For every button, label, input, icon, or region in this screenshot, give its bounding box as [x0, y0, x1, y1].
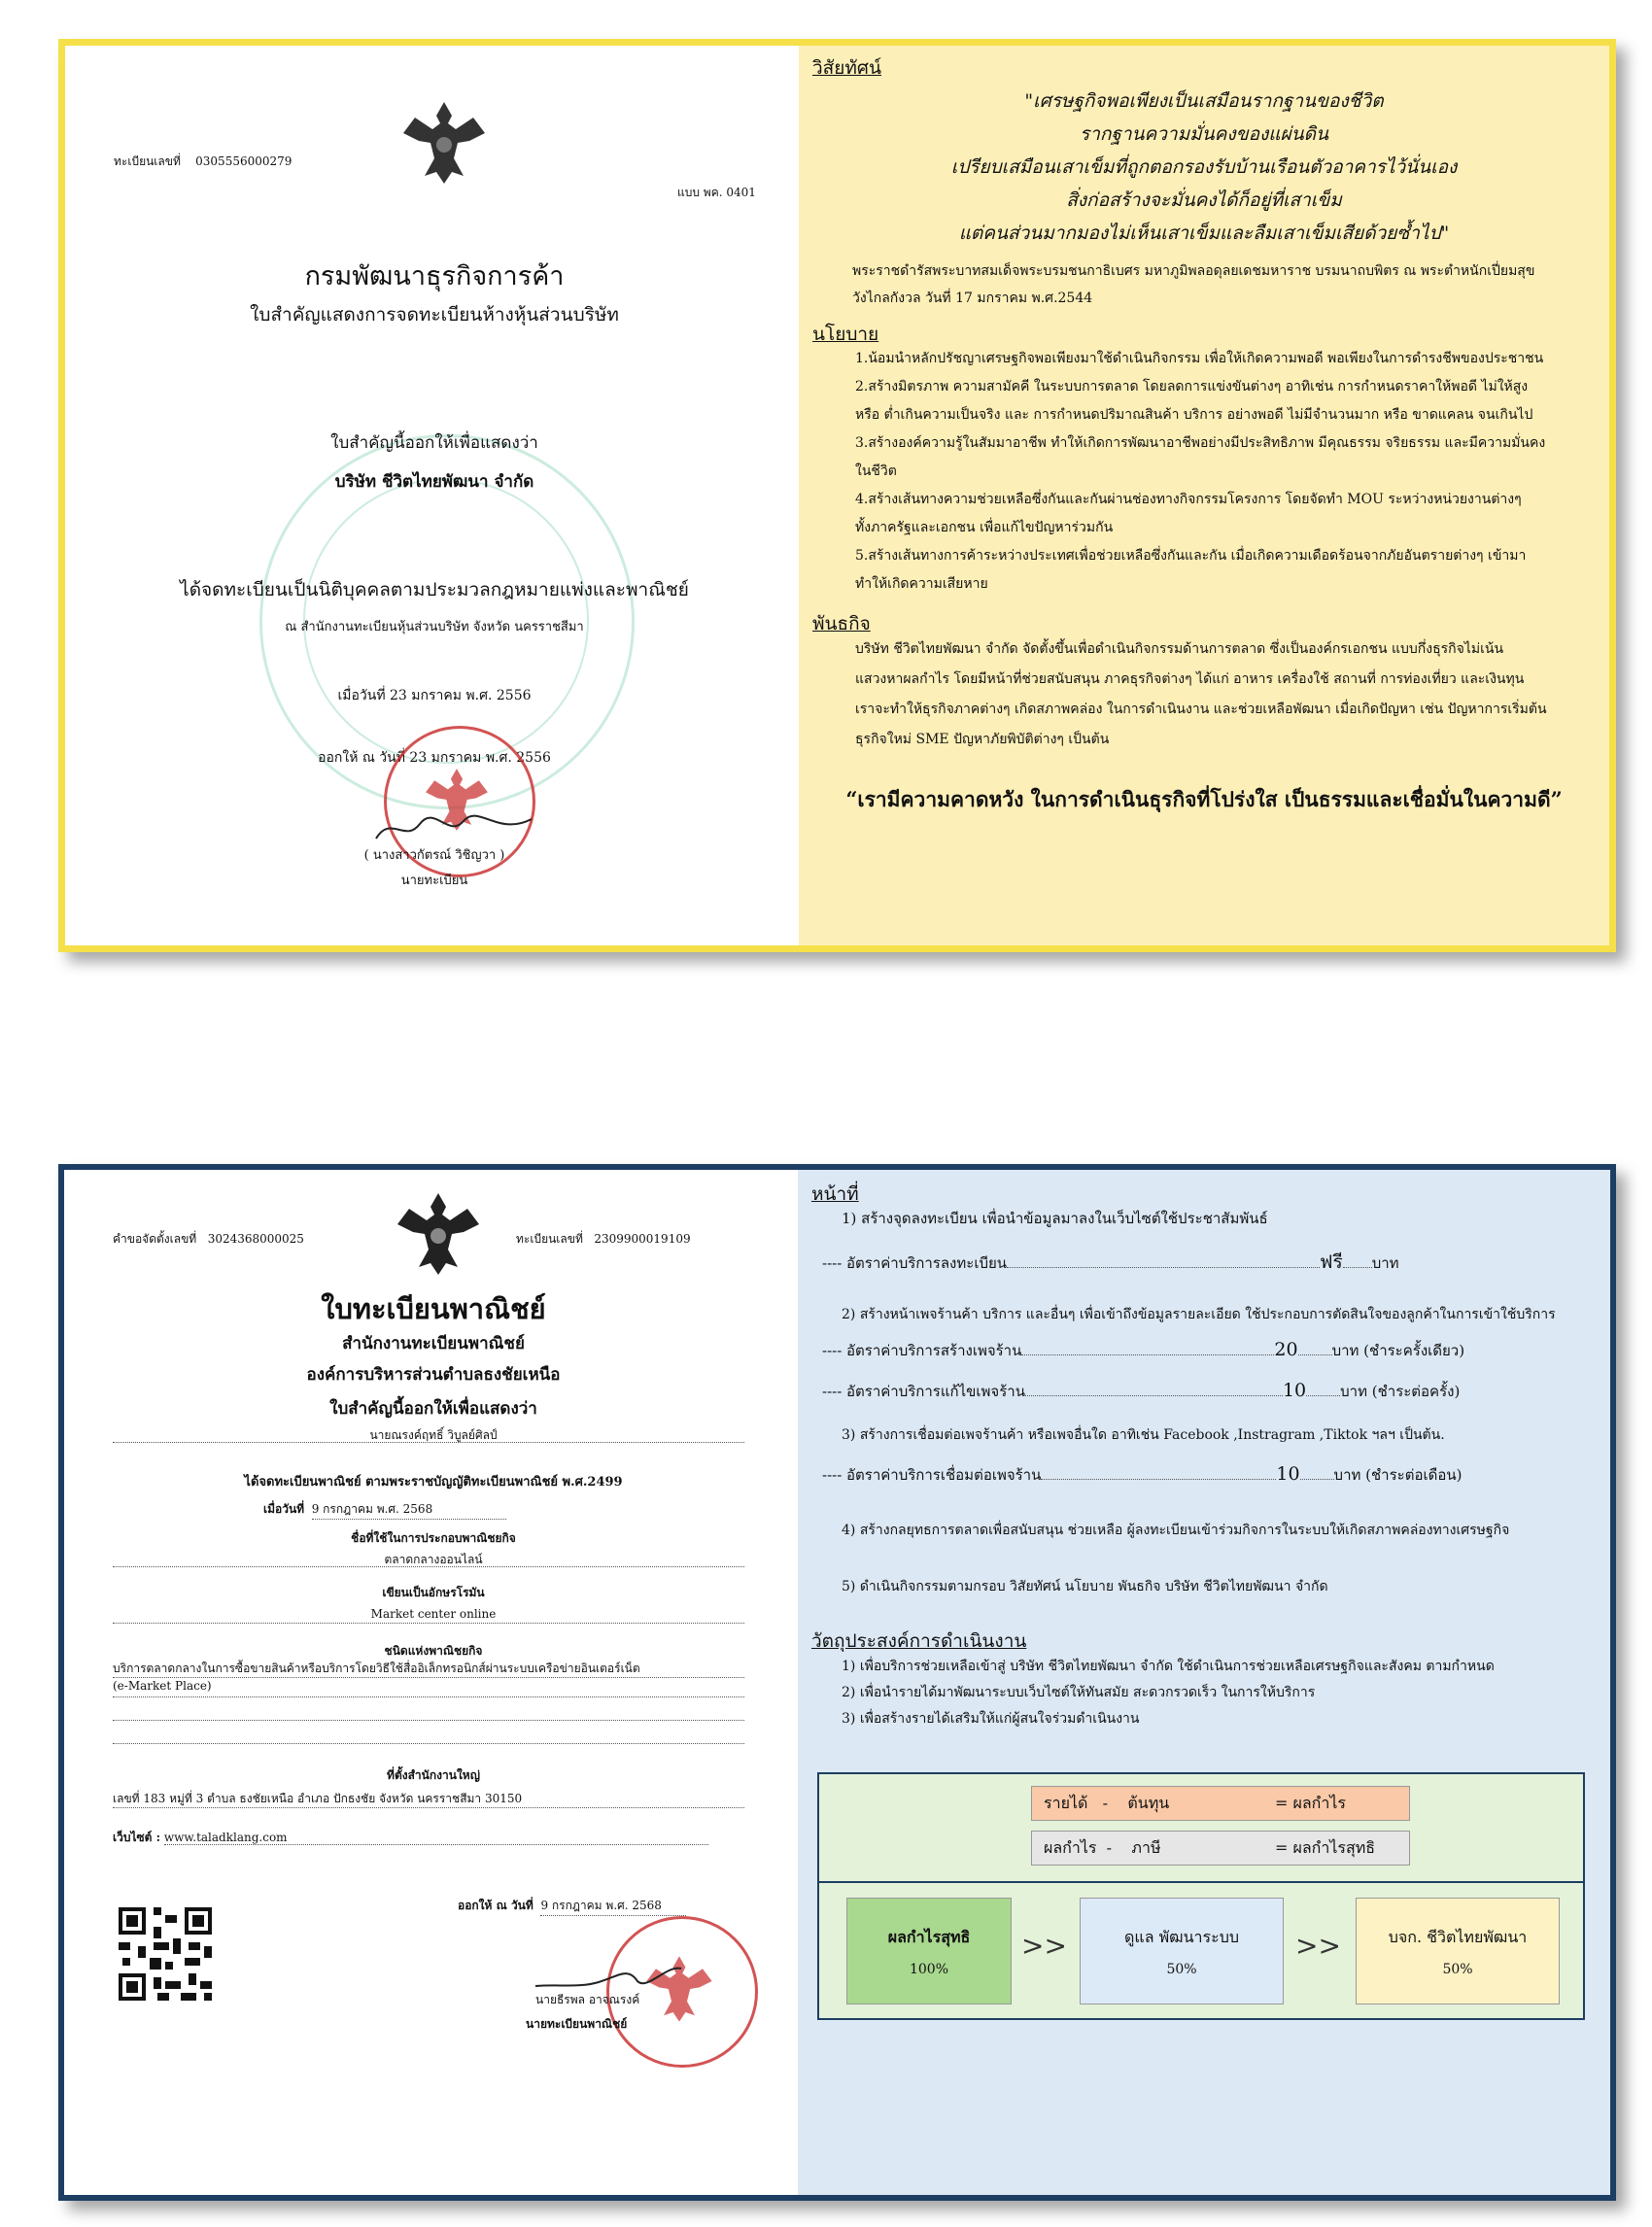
app-number: 3024368000025	[207, 1232, 304, 1246]
date-label: เมื่อวันที่	[263, 1502, 305, 1516]
flow-title: ผลกำไรสุทธิ	[887, 1927, 971, 1946]
formula-left: ผลกำไร - ภาษี	[1044, 1837, 1161, 1857]
flow-percent: 100%	[909, 1961, 949, 1977]
duties-section	[798, 1170, 1610, 2195]
mission-text	[855, 634, 1547, 755]
duty-2-rate-edit	[822, 1380, 1460, 1403]
rate-unit: บาท (ชำระต่อเดือน)	[1333, 1466, 1463, 1484]
flow-title: ดูแล พัฒนาระบบ	[1123, 1927, 1239, 1946]
issued-to-text: ใบสำคัญนี้ออกให้เพื่อแสดงว่า	[330, 433, 538, 453]
quote-line: แต่คนส่วนมากมองไม่เห็นเสาเข็มและลืมเสาเข็มเสียด้วยซ้ำไป"	[958, 223, 1450, 244]
formula-left: รายได้ - ต้นทุน	[1044, 1793, 1170, 1812]
duty-2-rate-create	[822, 1339, 1464, 1362]
issued-date: 9 กรกฎาคม พ.ศ. 2568	[540, 1897, 686, 1916]
rate-label: ---- อัตราค่าบริการเชื่อมต่อเพจร้าน	[822, 1466, 1042, 1484]
formula-result: = ผลกำไร	[1275, 1793, 1346, 1812]
issued-to-text: ใบสำคัญนี้ออกให้เพื่อแสดงว่า	[329, 1399, 537, 1419]
garuda-emblem-icon	[396, 94, 493, 191]
reg-number: 2309900019109	[594, 1232, 691, 1246]
objective-line: 1) เพื่อบริการช่วยเหลือเข้าสู่ บริษัท ชีวิตไทยพัฒนา จำกัด ใช้ดำเนินการช่วยเหลือเศรษฐกิจและสังคม ตามกำหนด	[842, 1659, 1495, 1674]
mission-line: เราจะทำให้ธุรกิจภาคต่างๆ เกิดสภาพคล่อง ในการดำเนินงาน และช่วยเหลือพัฒนา เมื่อเกิดปัญหา เช่น ปัญหาการเริ่มต้น	[855, 702, 1547, 717]
registration-office: ณ สำนักงานทะเบียนหุ้นส่วนบริษัท จังหวัด นครราชสีมา	[285, 620, 584, 634]
department-title: กรมพัฒนาธุรกิจการค้า	[304, 261, 565, 291]
rate-unit: บาท (ชำระครั้งเดียว)	[1331, 1342, 1465, 1359]
act-statement: ได้จดทะเบียนพาณิชย์ ตามพระราชบัญญัติทะเบียนพาณิชย์ พ.ศ.2499	[244, 1475, 623, 1490]
policy-line: 4.สร้างเส้นทางความช่วยเหลือซึ่งกันและกันผ่านช่องทางกิจกรรมโครงการ โดยจัดทำ MOU ระหว่างหน่วยงานต่างๆ	[855, 492, 1522, 507]
form-number: แบบ พค. 0401	[677, 186, 756, 199]
policy-list	[855, 345, 1545, 599]
rate-unit: บาท	[1371, 1254, 1399, 1272]
signature-icon	[371, 809, 536, 848]
duty-5: 5) ดำเนินกิจกรรมตามกรอบ วิสัยทัศน์ นโยบาย พันธกิจ บริษัท ชีวิตไทยพัฒนา จำกัด	[842, 1579, 1328, 1594]
policy-line: 2.สร้างมิตรภาพ ความสามัคคี ในระบบการตลาด โดยลดการแข่งขันต่างๆ อาทิเช่น การกำหนดราคาให้พอดี ไม่ให้สูง	[855, 379, 1529, 394]
website-link[interactable]: www.taladklang.com	[164, 1831, 708, 1845]
policy-line: ทำให้เกิดความเสียหาย	[855, 576, 988, 592]
flow-arrow: >>	[1021, 1930, 1067, 1962]
duties-heading: หน้าที่	[811, 1183, 859, 1205]
policy-line: 3.สร้างองค์ความรู้ในสัมมาอาชีพ ทำให้เกิดการพัฒนาอาชีพอย่างมีประสิทธิภาพ มีคุณธรรม จริยธรรม และมีความมั่นคง	[855, 435, 1546, 451]
vision-heading: วิสัยทัศน์	[812, 57, 881, 79]
certificate-title: ใบทะเบียนพาณิชย์	[321, 1292, 546, 1325]
quote-line: "เศรษฐกิจพอเพียงเป็นเสมือนรากฐานของชีวิต	[1024, 90, 1384, 112]
website-label: เว็บไซต์ :	[113, 1831, 161, 1844]
company-name: บริษัท ชีวิตไทยพัฒนา จำกัด	[334, 472, 534, 492]
issued-label: ออกให้ ณ วันที่	[458, 1899, 533, 1912]
owner-name: นายณรงค์ฤทธิ์ วิบูลย์ศิลป์	[369, 1428, 498, 1442]
policy-line: ทั้งภาครัฐและเอกชน เพื่อแก้ไขปัญหาร่วมกัน	[855, 520, 1114, 535]
duty-1-rate	[822, 1248, 1399, 1277]
business-type-line-2: (e-Market Place)	[113, 1679, 212, 1693]
signer-name: ( นางสาวกัตรณ์ วิชิญวา )	[363, 848, 505, 863]
business-type-line-1: บริการตลาดกลางในการซื้อขายสินค้าหรือบริการโดยวิธีใช้สื่ออิเล็กทรอนิกส์ผ่านระบบเครือข่ายอินเตอร์เน็ต	[113, 1662, 640, 1675]
quote-source-line: วังไกลกังวล วันที่ 17 มกราคม พ.ศ.2544	[852, 291, 1093, 306]
vision-policy-section	[799, 46, 1609, 945]
quote-line: เปรียบเสมือนเสาเข็มที่ถูกตอกรองรับบ้านเรือนตัวอาคารไว้นั่นเอง	[950, 156, 1458, 178]
roman-name: Market center online	[370, 1607, 497, 1621]
garuda-emblem-icon	[385, 1185, 492, 1283]
reg-label: ทะเบียนเลขที่	[516, 1232, 583, 1246]
rate-value: ฟรี	[1320, 1251, 1343, 1273]
hq-label: ที่ตั้งสำนักงานใหญ่	[387, 1768, 480, 1782]
signature-icon	[531, 1957, 686, 1996]
signer-name: นายธีรพล อาจณรงค์	[535, 1993, 640, 2006]
objectives-heading: วัตถุประสงค์การดำเนินงาน	[811, 1630, 1027, 1652]
objective-line: 2) เพื่อนำรายได้มาพัฒนาระบบเว็บไซต์ให้ทันสมัย สะดวกรวดเร็ว ในการให้บริการ	[842, 1685, 1316, 1700]
flow-percent: 50%	[1166, 1961, 1197, 1977]
flow-title: บจก. ชีวิตไทยพัฒนา	[1388, 1927, 1528, 1946]
policy-line: หรือ ต่ำเกินความเป็นจริง และ การกำหนดปริมาณสินค้า บริการ อย่างพอดี ไม่มีจำนวนมาก หรือ ขาดแคลน จนเกินไป	[855, 407, 1533, 423]
profit-diagram	[817, 1772, 1585, 2020]
policy-line: 1.น้อมนำหลักปรัชญาเศรษฐกิจพอเพียงมาใช้ดำเนินกิจกรรม เพื่อให้เกิดความพอดี พอเพียงในการดำรงชีพของประชาชน	[855, 351, 1544, 366]
formula-result: = ผลกำไรสุทธิ	[1275, 1837, 1376, 1857]
business-name-label: ชื่อที่ใช้ในการประกอบพาณิชยกิจ	[351, 1531, 516, 1545]
rate-label: ---- อัตราค่าบริการลงทะเบียน	[822, 1254, 1008, 1272]
qr-code-icon	[115, 1903, 216, 2004]
issued-date: ออกให้ ณ วันที่ 23 มกราคม พ.ศ. 2556	[318, 750, 551, 766]
quote-line: รากฐานความมั่นคงของแผ่นดิน	[1080, 123, 1328, 145]
signer-title: นายทะเบียน	[400, 874, 468, 888]
duty-2: 2) สร้างหน้าเพจร้านค้า บริการ และอื่นๆ เพื่อเข้าถึงข้อมูลรายละเอียด ใช้ประกอบการตัดสินใจของลูกค้าในการเข้าใช้บริการ	[842, 1307, 1556, 1322]
commercial-certificate	[74, 1180, 793, 2185]
rate-value: 10	[1276, 1463, 1300, 1485]
reg-label: ทะเบียนเลขที่	[114, 154, 181, 168]
roman-name-label: เขียนเป็นอักษรโรมัน	[382, 1586, 485, 1599]
company-certificate	[75, 55, 794, 936]
quote-source	[852, 257, 1534, 312]
certificate-subtitle: ใบสำคัญแสดงการจดทะเบียนห้างหุ้นส่วนบริษัท	[250, 304, 619, 325]
policy-line: ในชีวิต	[855, 463, 897, 479]
flow-system-care	[1080, 1898, 1284, 2004]
mission-line: ธุรกิจใหม่ SME ปัญหาภัยพิบัติต่างๆ เป็นต้น	[855, 732, 1110, 747]
mission-line: บริษัท ชีวิตไทยพัฒนา จำกัด จัดตั้งขึ้นเพื่อดำเนินกิจกรรมด้านการตลาด ซึ่งเป็นองค์กรเอกชน แบบกึ่งธุรกิจไม่เน้น	[855, 641, 1504, 657]
rate-value: 10	[1282, 1380, 1307, 1401]
duty-4: 4) สร้างกลยุทธการตลาดเพื่อสนับสนุน ช่วยเหลือ ผู้ลงทะเบียนเข้าร่วมกิจการในระบบให้เกิดสภาพคล่องทางเศรษฐกิจ	[842, 1523, 1510, 1538]
slogan: “เรามีความคาดหวัง ในการดำเนินธุรกิจที่โปร่งใส เป็นธรรมและเชื่อมั่นในความดี”	[845, 787, 1563, 811]
office-line-1: สำนักงานทะเบียนพาณิชย์	[342, 1334, 525, 1353]
duty-3-rate	[822, 1463, 1462, 1487]
objective-line: 3) เพื่อสร้างรายได้เสริมให้แก่ผู้สนใจร่วมดำเนินงาน	[842, 1711, 1140, 1727]
flow-company	[1356, 1898, 1560, 2004]
flow-arrow: >>	[1295, 1930, 1341, 1962]
hq-address: เลขที่ 183 หมู่ที่ 3 ตำบล ธงชัยเหนือ อำเภอ ปักธงชัย จังหวัด นครราชสีมา 30150	[113, 1792, 523, 1805]
business-name: ตลาดกลางออนไลน์	[384, 1553, 483, 1566]
policy-heading: นโยบาย	[812, 324, 879, 345]
rate-label: ---- อัตราค่าบริการสร้างเพจร้าน	[822, 1342, 1022, 1359]
commercial-registration-panel	[58, 1164, 1616, 2201]
signer-title: นายทะเบียนพาณิชย์	[526, 2017, 628, 2031]
rate-label: ---- อัตราค่าบริการแก้ไขเพจร้าน	[822, 1383, 1025, 1400]
quote-line: สิ่งก่อสร้างจะมั่นคงได้ก็อยู่ที่เสาเข็ม	[1066, 189, 1342, 211]
registration-date: 9 กรกฎาคม พ.ศ. 2568	[312, 1500, 506, 1520]
office-line-2: องค์การบริหารส่วนตำบลธงชัยเหนือ	[306, 1365, 561, 1385]
flow-percent: 50%	[1442, 1961, 1473, 1977]
registration-date: เมื่อวันที่ 23 มกราคม พ.ศ. 2556	[337, 688, 532, 703]
duty-1: 1) สร้างจุดลงทะเบียน เพื่อนำข้อมูลมาลงในเว็บไซต์ใช้ประชาสัมพันธ์	[842, 1210, 1268, 1227]
formula-revenue	[1031, 1786, 1410, 1821]
registration-statement: ได้จดทะเบียนเป็นนิติบุคคลตามประมวลกฎหมายแพ่งและพาณิชย์	[180, 579, 689, 600]
rate-unit: บาท (ชำระต่อครั้ง)	[1340, 1383, 1461, 1400]
vision-quote	[799, 85, 1609, 250]
quote-source-line: พระราชดำรัสพระบาทสมเด็จพระบรมชนกาธิเบศร มหาภูมิพลอดุลยเดชมหาราช บรมนาถบพิตร ณ พระตำหนักเปี่ยมสุข	[852, 263, 1535, 279]
rate-value: 20	[1274, 1339, 1298, 1360]
reg-number: 0305556000279	[195, 154, 293, 168]
company-registration-panel	[58, 39, 1616, 952]
objectives-list	[842, 1654, 1495, 1732]
formula-profit	[1031, 1831, 1410, 1866]
mission-heading: พันธกิจ	[812, 613, 871, 634]
policy-line: 5.สร้างเส้นทางการค้าระหว่างประเทศเพื่อช่วยเหลือซึ่งกันและกัน เมื่อเกิดความเดือดร้อนจากภัยอันตรายต่างๆ เข้ามา	[855, 548, 1527, 564]
mission-line: แสวงหาผลกำไร โดยมีหน้าที่ช่วยสนับสนุน ภาคธุรกิจต่างๆ ได้แก่ อาหาร เครื่องใช้ สถานที่ การท่องเที่ยว และเงินทุน	[855, 671, 1525, 687]
flow-net-profit	[846, 1898, 1012, 2004]
app-label: คำขอจัดตั้งเลขที่	[113, 1232, 197, 1246]
duty-3: 3) สร้างการเชื่อมต่อเพจร้านค้า หรือเพจอื่นใด อาทิเช่น Facebook ,Instragram ,Tiktok ฯลฯ เป็นต้น.	[842, 1427, 1445, 1443]
business-type-label: ชนิดแห่งพาณิชยกิจ	[384, 1644, 483, 1658]
